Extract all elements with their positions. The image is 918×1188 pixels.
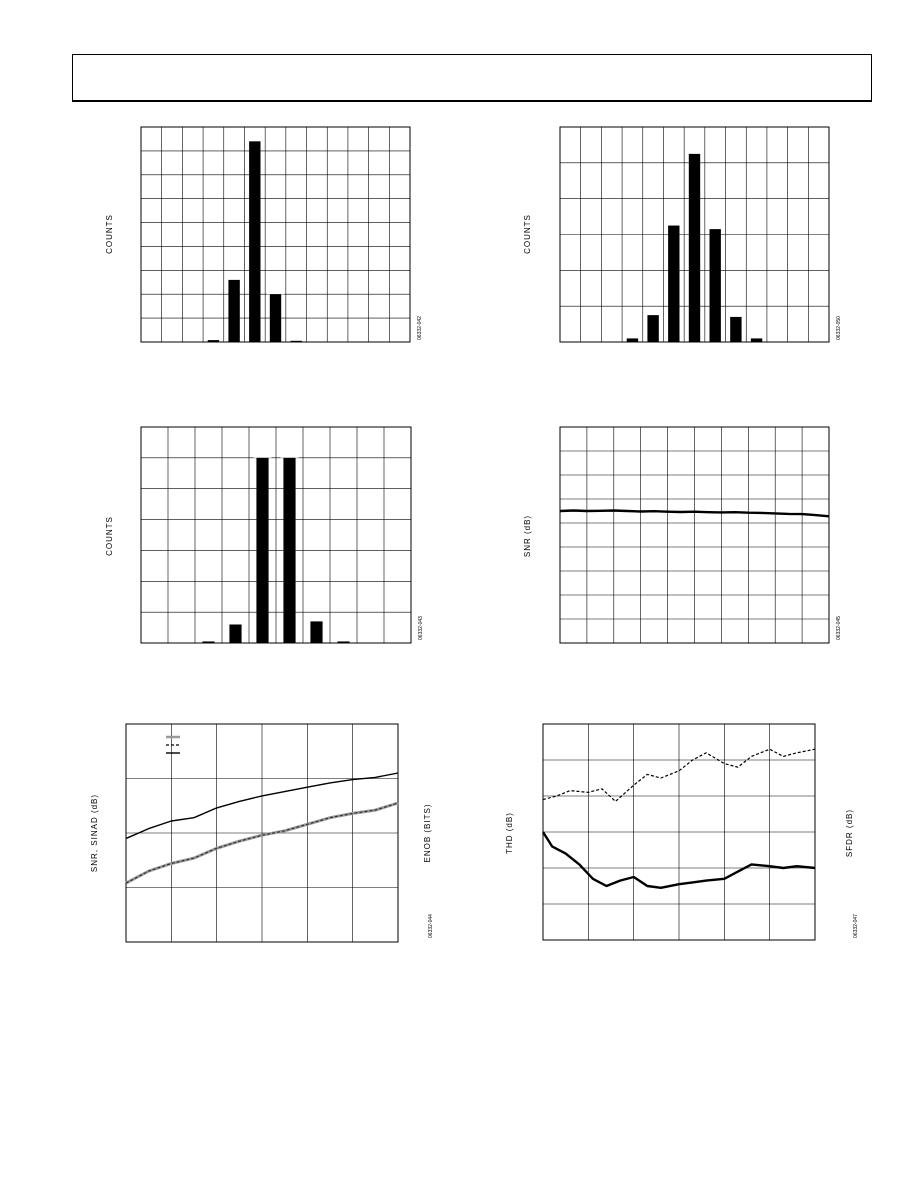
bar	[647, 315, 658, 342]
bar-label-gap	[267, 289, 284, 294]
figure-code: 06332-043	[418, 616, 424, 640]
figure-code: 06332-044	[428, 914, 434, 938]
figure-code: 06332-042	[417, 316, 423, 340]
bar	[689, 154, 700, 342]
bar	[270, 294, 281, 342]
bar	[229, 624, 241, 643]
bar	[202, 641, 214, 643]
bar	[283, 458, 295, 643]
bar-label-gap	[686, 149, 703, 154]
figure-code: 06332-050	[836, 316, 842, 340]
bar	[228, 280, 239, 342]
y-axis-label: SNR (dB)	[523, 514, 532, 558]
bar-label-gap	[665, 221, 682, 226]
y-axis-label: THD (dB)	[505, 812, 514, 854]
bar-label-gap	[727, 312, 744, 317]
bar	[627, 338, 638, 342]
bar	[751, 338, 762, 342]
bar-label-gap	[280, 453, 298, 458]
chart-snr-sinad-enob	[90, 724, 434, 942]
bar	[310, 621, 322, 643]
bar-label-gap	[644, 310, 661, 315]
bar	[730, 317, 741, 342]
bar	[710, 229, 721, 342]
bar	[337, 641, 349, 643]
chart-histogram-2	[523, 127, 842, 342]
y2-axis-label: ENOB (BITS)	[423, 803, 432, 863]
bar	[208, 340, 219, 342]
figure-code: 06332-045	[836, 616, 842, 640]
chart-histogram-3	[105, 427, 424, 643]
bar	[249, 141, 260, 342]
bar-label-gap	[707, 224, 724, 229]
bar-label-gap	[307, 616, 325, 621]
chart-snr-line	[523, 427, 842, 643]
bar	[256, 458, 268, 643]
bar-label-gap	[226, 619, 244, 624]
bar-label-gap	[225, 275, 242, 280]
bar	[291, 341, 302, 342]
y-axis-label: COUNTS	[105, 516, 114, 556]
bar-label-gap	[246, 136, 263, 141]
y-axis-label: COUNTS	[105, 214, 114, 254]
y-axis-label: SNR, SINAD (dB)	[90, 793, 99, 873]
y2-axis-label: SFDR (dB)	[845, 808, 854, 858]
y-axis-label: COUNTS	[523, 214, 532, 254]
bar	[668, 226, 679, 342]
chart-histogram-1	[105, 127, 423, 342]
figure-code: 06332-047	[853, 914, 859, 938]
chart-thd-sfdr	[505, 724, 859, 940]
bar-label-gap	[253, 453, 271, 458]
